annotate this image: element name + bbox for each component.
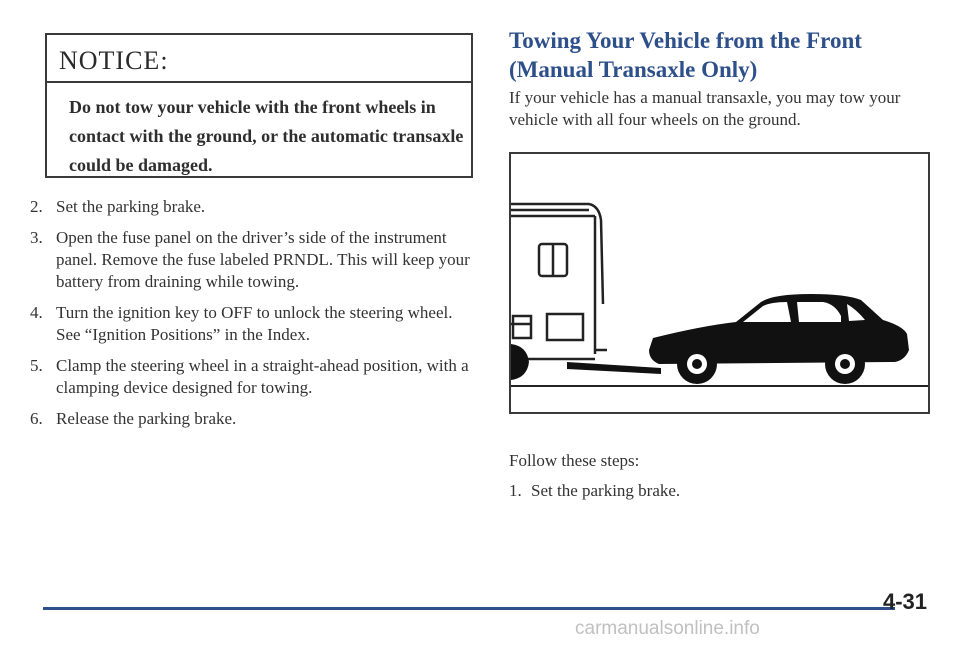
- list-item: [30, 355, 470, 399]
- section-heading: Towing Your Vehicle from the Front (Manual Transaxle Only): [509, 28, 862, 82]
- page-number: 4-31: [883, 589, 928, 614]
- step-number: 3.: [30, 228, 43, 247]
- tow-bar: [567, 362, 661, 374]
- footer-rule: [43, 607, 895, 610]
- motorhome-illustration: [511, 204, 607, 359]
- step-number: 2.: [30, 197, 43, 216]
- step-number: 1.: [509, 481, 522, 500]
- step-text: Set the parking brake.: [531, 481, 681, 500]
- notice-title: NOTICE:: [47, 35, 471, 83]
- step-text: Clamp the steering wheel in a straight-ahead position, with a clamping device designed for towing.: [56, 356, 469, 397]
- step-number: 5.: [30, 356, 43, 375]
- follow-steps-label: Follow these steps:: [509, 451, 640, 470]
- step-number: 4.: [30, 303, 43, 322]
- section-intro: If your vehicle has a manual transaxle, you may tow your vehicle with all four wheels on the ground.: [509, 88, 901, 129]
- notice-box: [45, 33, 473, 178]
- step-text: Turn the ignition key to OFF to unlock the steering wheel. See “Ignition Positions” in the Index.: [56, 303, 453, 344]
- right-steps-list: [509, 480, 680, 502]
- motorhome-tire: [511, 344, 529, 380]
- left-steps-list: [30, 196, 470, 439]
- step-text: Release the parking brake.: [56, 409, 237, 428]
- towing-illustration: [509, 152, 930, 414]
- towing-illustration-svg: [511, 154, 928, 412]
- list-item: [30, 196, 470, 218]
- notice-text: Do not tow your vehicle with the front wheels in contact with the ground, or the automatic transaxle could be damaged.: [69, 97, 464, 175]
- list-item: [30, 302, 470, 346]
- step-text: Open the fuse panel on the driver’s side of the instrument panel. Remove the fuse labeled PRNDL. This will keep your battery from draining while towing.: [56, 228, 470, 291]
- list-item: [509, 480, 680, 502]
- list-item: [30, 408, 470, 430]
- car-silhouette: [649, 294, 909, 384]
- list-item: [30, 227, 470, 293]
- watermark: carmanualsonline.info: [575, 618, 760, 639]
- step-number: 6.: [30, 409, 43, 428]
- step-text: Set the parking brake.: [56, 197, 206, 216]
